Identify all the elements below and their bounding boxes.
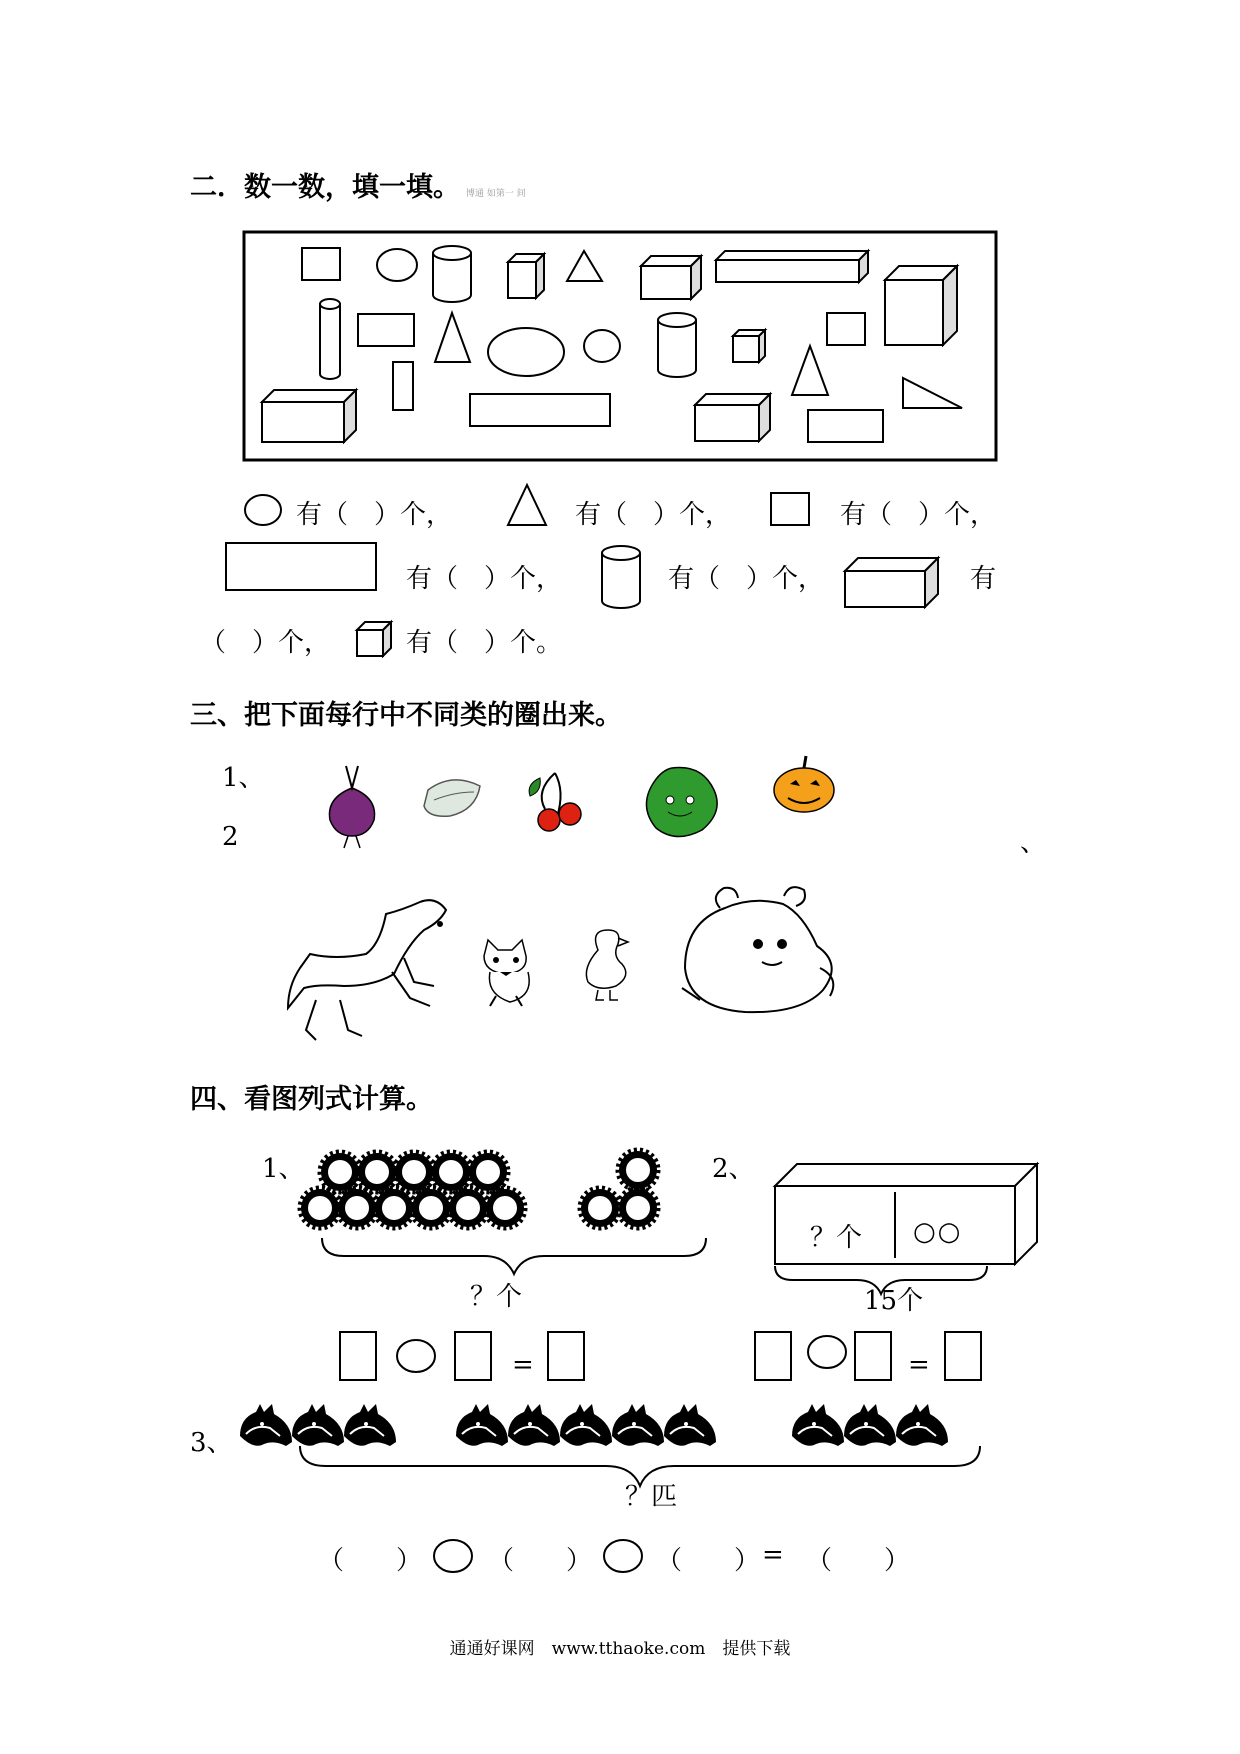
item-1-label: 1、: [222, 763, 265, 793]
horse-head-icon: [792, 1404, 844, 1446]
equation-result: （ ）: [806, 1546, 911, 1576]
footer: 通通好课网 www.tthaoke.com 提供下载: [449, 1639, 791, 1659]
operator-circle: [397, 1340, 435, 1372]
brace-label-3: ？匹: [625, 1482, 678, 1512]
equals-sign: =: [512, 1350, 534, 1380]
horse-head-icon: [240, 1404, 292, 1446]
count-text-box-cont: （ ）个，: [200, 628, 331, 658]
horse-head-icon: [664, 1404, 716, 1446]
problem-1-label: 1、: [262, 1154, 305, 1184]
count-text-box: 有: [970, 564, 997, 594]
equation-blank-1: （ ）: [318, 1546, 423, 1576]
count-text-circle: 有（ ）个，: [296, 500, 453, 530]
answer-box: [945, 1332, 981, 1380]
horse-head-icon: [896, 1404, 948, 1446]
horse-group-1: [240, 1404, 396, 1446]
brace: [322, 1238, 706, 1274]
equals-sign: =: [908, 1350, 930, 1380]
gear-group-left: [300, 1152, 525, 1228]
answer-box: [855, 1332, 891, 1380]
horse-head-icon: [456, 1404, 508, 1446]
horse-head-icon: [344, 1404, 396, 1446]
gear-icon: [618, 1188, 658, 1228]
gear-icon: [485, 1188, 525, 1228]
problem-2-label: 2、: [712, 1154, 755, 1184]
box-left-text: ？个: [810, 1223, 863, 1253]
count-text-cylinder: 有（ ）个，: [668, 564, 825, 594]
item-2-comma: 、: [1020, 828, 1047, 858]
item-2-label: 2: [222, 822, 239, 852]
horse-head-icon: [292, 1404, 344, 1446]
count-text-rectangle: 有（ ）个，: [406, 564, 563, 594]
answer-box: [455, 1332, 491, 1380]
gear-icon: [411, 1188, 451, 1228]
horse-head-icon: [508, 1404, 560, 1446]
watermark: 博通 如第一 间: [466, 189, 526, 199]
gear-icon: [337, 1188, 377, 1228]
horse-head-icon: [560, 1404, 612, 1446]
gear-icon: [618, 1150, 658, 1190]
horse-group-3: [792, 1404, 948, 1446]
section4-title: 四、看图列式计算。: [190, 1084, 433, 1115]
brace-label-2: 15个: [864, 1286, 924, 1316]
horse-head-icon: [844, 1404, 896, 1446]
equation-blank-2: （ ）: [488, 1546, 593, 1576]
count-text-cube: 有（ ）个。: [406, 628, 563, 658]
answer-box: [755, 1332, 791, 1380]
count-text-triangle: 有（ ）个，: [575, 500, 732, 530]
gear-group-right: [580, 1150, 658, 1228]
operator-circle: [604, 1540, 642, 1572]
problem-3-label: 3、: [190, 1428, 233, 1458]
section3-title: 三、把下面每行中不同类的圈出来。: [190, 700, 622, 731]
horse-group-2: [456, 1404, 716, 1446]
count-text-square: 有（ ）个，: [840, 500, 997, 530]
operator-circle: [808, 1336, 846, 1368]
gear-icon: [374, 1188, 414, 1228]
box-right-text: ○○: [913, 1217, 963, 1247]
operator-circle: [434, 1540, 472, 1572]
section2-title: 二．数一数，填一填。 博通 如第一 间: [190, 172, 526, 203]
gear-icon: [580, 1188, 620, 1228]
brace-label-1: ？个: [470, 1282, 523, 1312]
equation-equals: =: [762, 1540, 784, 1570]
gear-icon: [300, 1188, 340, 1228]
answer-box: [340, 1332, 376, 1380]
answer-box: [548, 1332, 584, 1380]
gear-icon: [448, 1188, 488, 1228]
horse-head-icon: [612, 1404, 664, 1446]
equation-blank-3: （ ）: [656, 1546, 761, 1576]
